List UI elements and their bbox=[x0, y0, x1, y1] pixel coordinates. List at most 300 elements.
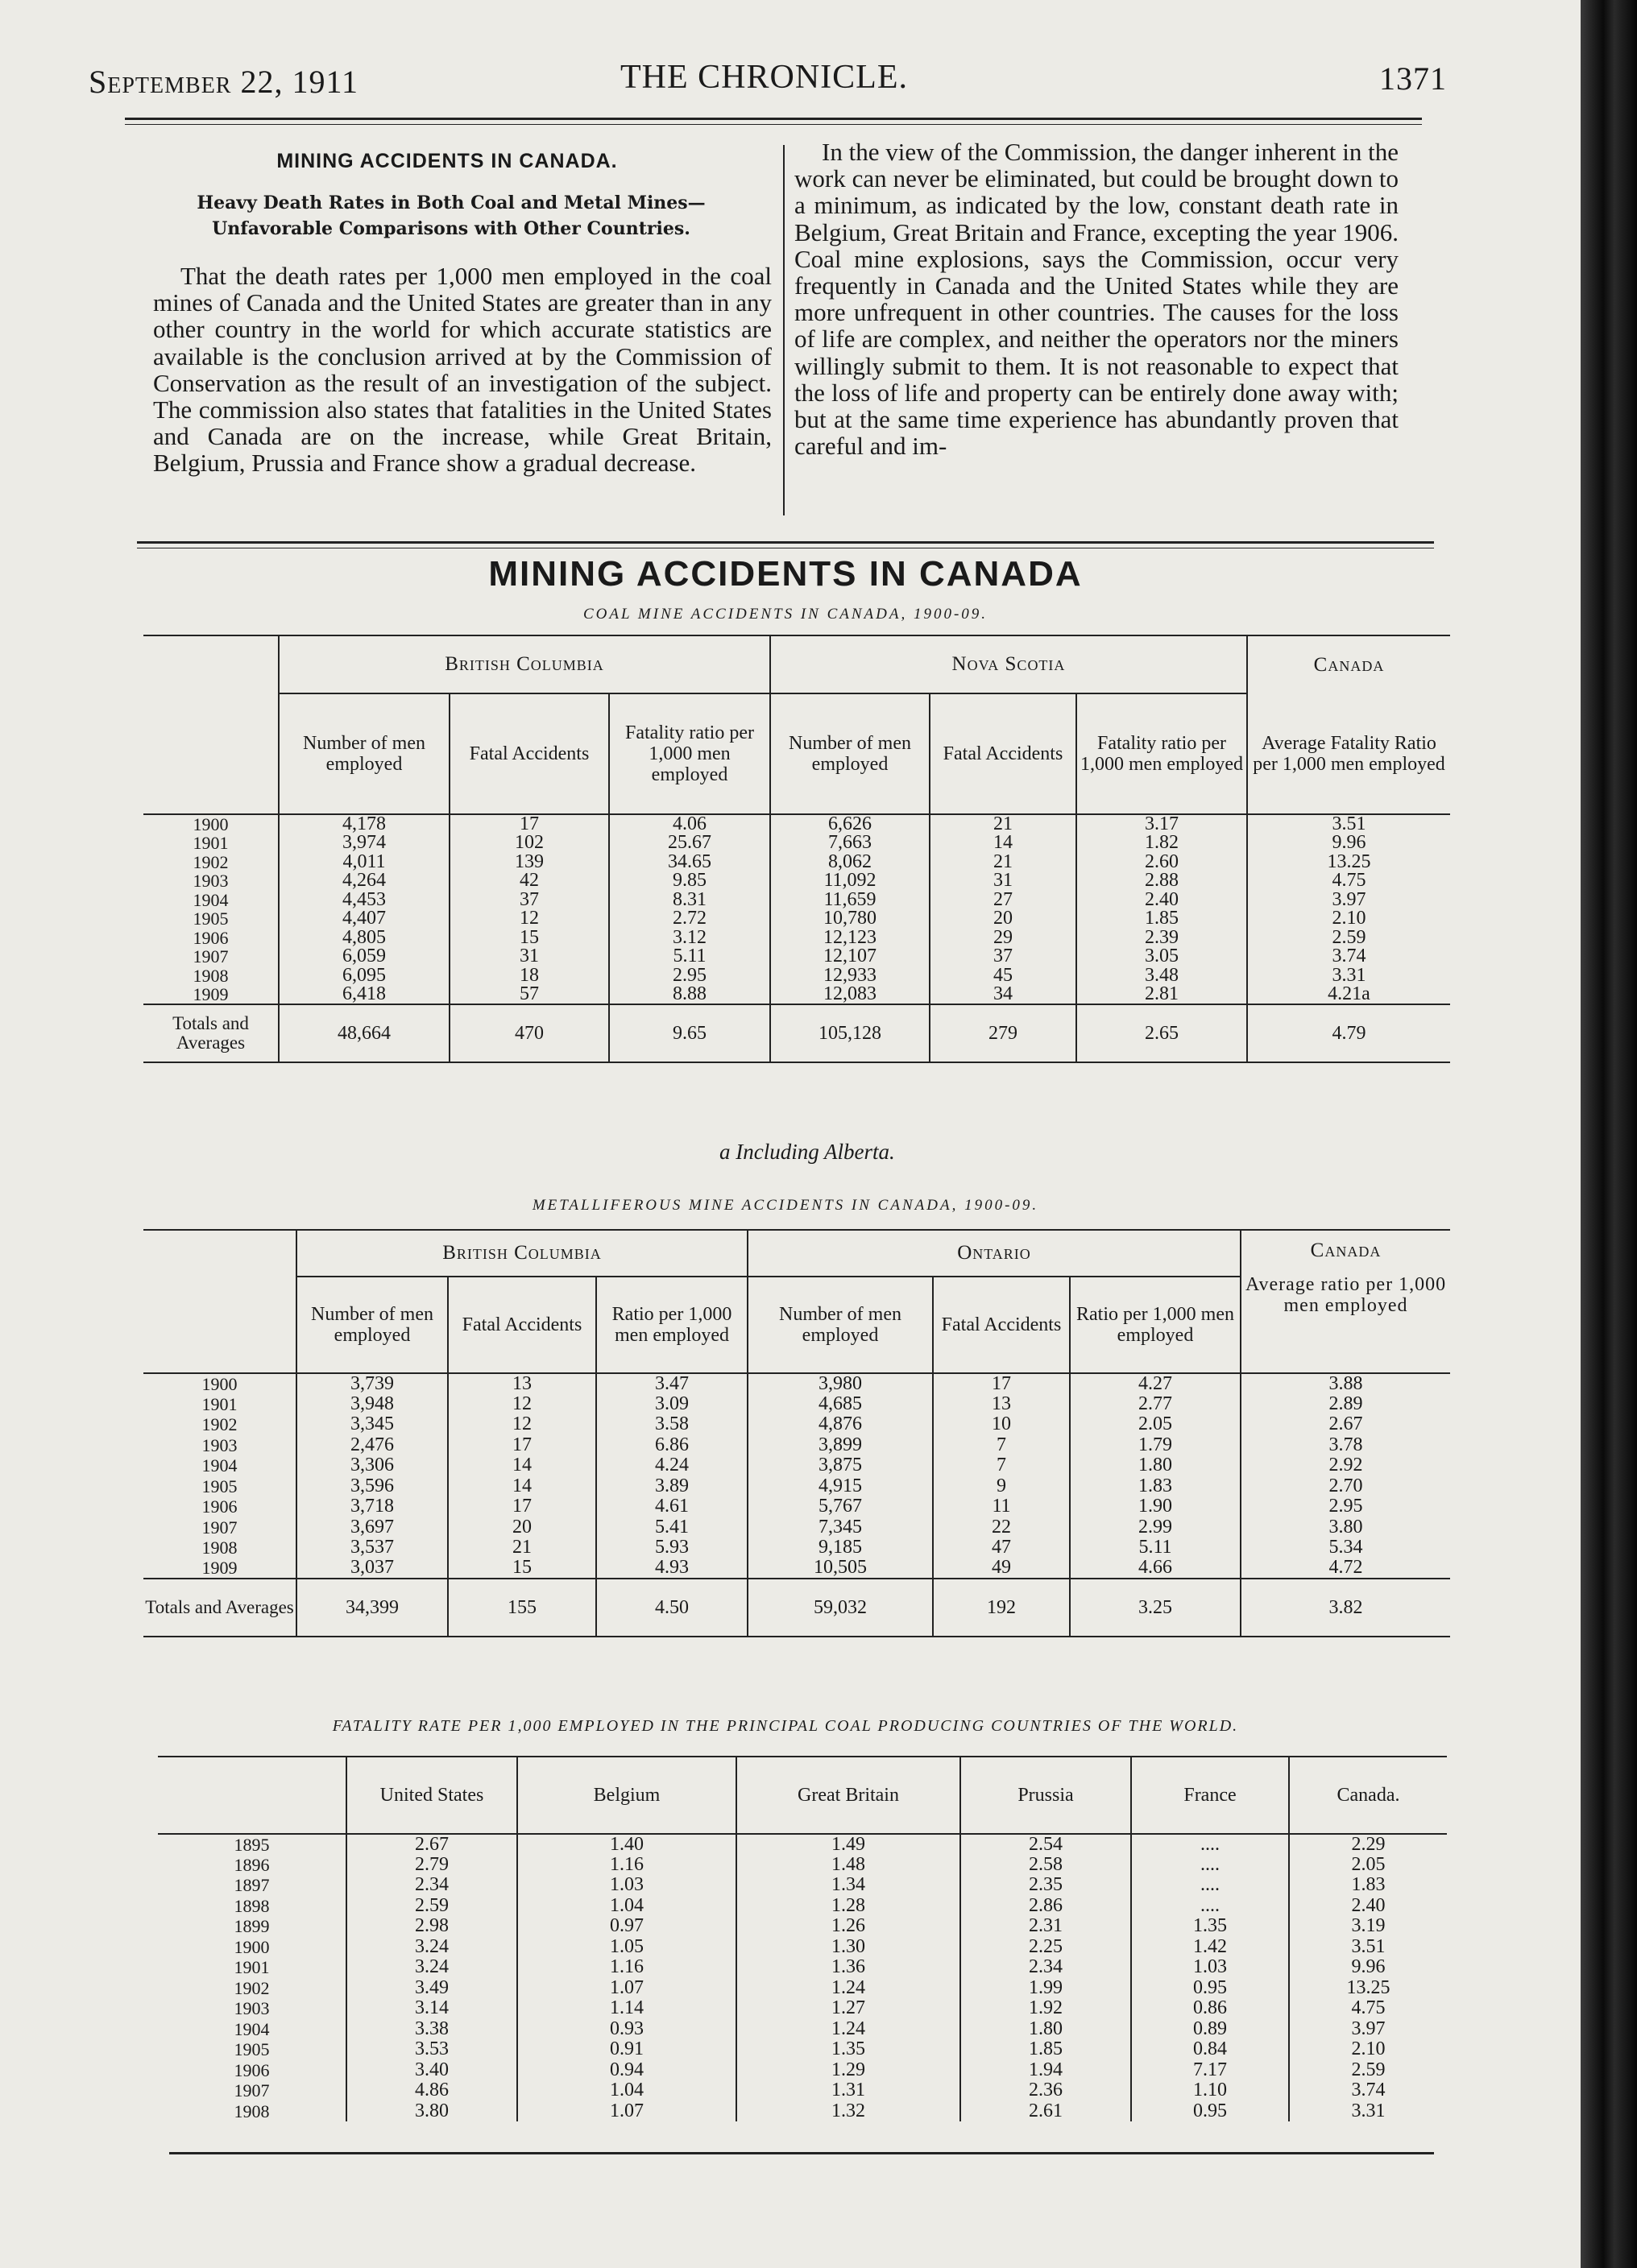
totals-label: Totals and Averages bbox=[145, 1597, 294, 1617]
data-cell: 29 bbox=[930, 929, 1076, 948]
data-cell: 34 bbox=[930, 985, 1076, 1004]
data-cell: 17 bbox=[448, 1435, 596, 1456]
data-cell: 3.40 bbox=[346, 2060, 517, 2081]
data-cell: 0.97 bbox=[517, 1916, 736, 1937]
data-cell: 13 bbox=[448, 1373, 596, 1394]
article-end-rule bbox=[137, 541, 1434, 544]
data-cell: 0.95 bbox=[1131, 1978, 1289, 1999]
year-cell: 1904 bbox=[193, 889, 229, 910]
table-row bbox=[143, 891, 1450, 910]
column-header: Fatal Accidents bbox=[933, 1277, 1070, 1373]
data-cell: 1.79 bbox=[1070, 1435, 1241, 1456]
total-cell: 279 bbox=[930, 1004, 1076, 1062]
data-cell: 4.27 bbox=[1070, 1373, 1241, 1394]
total-cell: 48,664 bbox=[279, 1004, 450, 1062]
table-row bbox=[158, 2039, 1447, 2060]
issue-date: September 22, 1911 bbox=[89, 64, 358, 100]
data-cell: 3.53 bbox=[346, 2039, 517, 2060]
group-british-columbia: British Columbia bbox=[279, 635, 770, 693]
table-row bbox=[158, 2019, 1447, 2040]
data-cell: 6,095 bbox=[279, 966, 450, 986]
data-cell: 4.61 bbox=[596, 1496, 748, 1517]
data-cell: 3.58 bbox=[596, 1414, 748, 1435]
data-cell: 21 bbox=[930, 853, 1076, 872]
table-row bbox=[143, 1476, 1450, 1497]
data-cell: 12 bbox=[450, 909, 609, 929]
year-cell: 1900 bbox=[193, 814, 229, 834]
column-header: Fatality ratio per 1,000 men employed bbox=[609, 693, 770, 814]
data-cell: 1.29 bbox=[736, 2060, 960, 2081]
column-header: Canada. bbox=[1289, 1757, 1447, 1834]
totals-label: Totals and Averages bbox=[172, 1013, 249, 1053]
data-cell: 2.67 bbox=[346, 1834, 517, 1855]
data-cell: 47 bbox=[933, 1538, 1070, 1558]
coal-accidents-table bbox=[143, 635, 1450, 1063]
data-cell: 2.59 bbox=[1289, 2060, 1447, 2081]
metal-canada-header bbox=[1241, 1230, 1450, 1373]
data-cell: 4.75 bbox=[1247, 871, 1450, 891]
data-cell: 12 bbox=[448, 1414, 596, 1435]
table-row bbox=[158, 1978, 1447, 1999]
data-cell: 1.26 bbox=[736, 1916, 960, 1937]
data-cell: .... bbox=[1131, 1855, 1289, 1876]
total-cell: 105,128 bbox=[770, 1004, 930, 1062]
data-cell: 0.89 bbox=[1131, 2019, 1289, 2040]
data-cell: 3.74 bbox=[1289, 2080, 1447, 2101]
data-cell: 4,264 bbox=[279, 871, 450, 891]
table-row bbox=[143, 947, 1450, 966]
metal-accidents-table bbox=[143, 1229, 1450, 1637]
column-header: Ratio per 1,000 men employed bbox=[596, 1277, 748, 1373]
data-cell: 15 bbox=[448, 1558, 596, 1579]
data-cell: 20 bbox=[930, 909, 1076, 929]
column-header: United States bbox=[346, 1757, 517, 1834]
table-row bbox=[143, 1455, 1450, 1476]
data-cell: 3.49 bbox=[346, 1978, 517, 1999]
data-cell: 3,948 bbox=[296, 1394, 448, 1415]
data-cell: 1.27 bbox=[736, 1998, 960, 2019]
data-cell: 13.25 bbox=[1289, 1978, 1447, 1999]
table-row bbox=[143, 1558, 1450, 1579]
data-cell: 2.89 bbox=[1241, 1394, 1450, 1415]
table-row bbox=[158, 2060, 1447, 2081]
data-cell: 4.21a bbox=[1247, 985, 1450, 1004]
data-cell: 5.41 bbox=[596, 1517, 748, 1538]
data-cell: 1.03 bbox=[517, 1875, 736, 1896]
data-cell: 3,739 bbox=[296, 1373, 448, 1394]
data-cell: 2.79 bbox=[346, 1855, 517, 1876]
data-cell: 3.24 bbox=[346, 1937, 517, 1958]
data-cell: 2.36 bbox=[960, 2080, 1131, 2101]
data-cell: 3.48 bbox=[1076, 966, 1247, 986]
data-cell: 1.24 bbox=[736, 2019, 960, 2040]
header-rule bbox=[125, 118, 1422, 120]
data-cell: 3.51 bbox=[1247, 814, 1450, 834]
data-cell: 4,407 bbox=[279, 909, 450, 929]
table-row bbox=[158, 1896, 1447, 1917]
table-row bbox=[143, 1373, 1450, 1394]
year-cell: 1906 bbox=[234, 2059, 270, 2080]
table-row bbox=[158, 1916, 1447, 1937]
total-cell: 34,399 bbox=[296, 1579, 448, 1637]
year-cell: 1899 bbox=[234, 1916, 270, 1937]
data-cell: 3,980 bbox=[748, 1373, 933, 1394]
data-cell: 12 bbox=[448, 1394, 596, 1415]
data-cell: 2,476 bbox=[296, 1435, 448, 1456]
data-cell: 21 bbox=[930, 814, 1076, 834]
data-cell: 31 bbox=[450, 947, 609, 966]
total-cell: 192 bbox=[933, 1579, 1070, 1637]
data-cell: 2.70 bbox=[1241, 1476, 1450, 1497]
data-cell: 15 bbox=[450, 929, 609, 948]
total-cell: 3.82 bbox=[1241, 1579, 1450, 1637]
table-row bbox=[143, 985, 1450, 1004]
table-row bbox=[143, 834, 1450, 853]
year-cell: 1898 bbox=[234, 1895, 270, 1916]
data-cell: 12,083 bbox=[770, 985, 930, 1004]
data-cell: 3.19 bbox=[1289, 1916, 1447, 1937]
data-cell: 0.95 bbox=[1131, 2101, 1289, 2122]
data-cell: 4.66 bbox=[1070, 1558, 1241, 1579]
year-cell: 1909 bbox=[201, 1558, 238, 1579]
data-cell: 22 bbox=[933, 1517, 1070, 1538]
year-cell: 1902 bbox=[201, 1414, 238, 1435]
data-cell: 2.67 bbox=[1241, 1414, 1450, 1435]
data-cell: 5.11 bbox=[1070, 1538, 1241, 1558]
data-cell: 1.05 bbox=[517, 1937, 736, 1958]
data-cell: 3.74 bbox=[1247, 947, 1450, 966]
data-cell: 2.60 bbox=[1076, 853, 1247, 872]
data-cell: 1.48 bbox=[736, 1855, 960, 1876]
data-cell: 9,185 bbox=[748, 1538, 933, 1558]
data-cell: 2.40 bbox=[1289, 1896, 1447, 1917]
data-cell: 31 bbox=[930, 871, 1076, 891]
data-cell: 0.93 bbox=[517, 2019, 736, 2040]
data-cell: 2.34 bbox=[346, 1875, 517, 1896]
data-cell: 1.82 bbox=[1076, 834, 1247, 853]
data-cell: 3,718 bbox=[296, 1496, 448, 1517]
total-cell: 59,032 bbox=[748, 1579, 933, 1637]
data-cell: 0.91 bbox=[517, 2039, 736, 2060]
data-cell: 3,037 bbox=[296, 1558, 448, 1579]
column-header: Fatal Accidents bbox=[450, 693, 609, 814]
column-divider bbox=[783, 145, 785, 515]
data-cell: 139 bbox=[450, 853, 609, 872]
data-cell: 9.85 bbox=[609, 871, 770, 891]
data-cell: 1.31 bbox=[736, 2080, 960, 2101]
data-cell: 4,453 bbox=[279, 891, 450, 910]
group-canada: Canada bbox=[1310, 1240, 1382, 1261]
group-canada: Canada bbox=[1247, 635, 1450, 693]
data-cell: 25.67 bbox=[609, 834, 770, 853]
data-cell: 3.24 bbox=[346, 1957, 517, 1978]
year-cell: 1901 bbox=[193, 833, 229, 854]
article-paragraph: That the death rates per 1,000 men employed in the coal mines of Canada and the United States are greater than in any other country in the world for which accurate statistics are available is the conclusion arrived at by the Commission of Conservation as the result of an investigation of the subject. The commission also states that fatalities in the United States and Canada are on the increase, while Great Britain, Belgium, Prussia and France show a gradual decrease. bbox=[153, 262, 772, 478]
year-cell: 1905 bbox=[234, 2039, 270, 2060]
data-cell: 1.80 bbox=[1070, 1455, 1241, 1476]
data-cell: 9.96 bbox=[1247, 834, 1450, 853]
table-row bbox=[143, 966, 1450, 986]
data-cell: 4.86 bbox=[346, 2080, 517, 2101]
data-cell: 37 bbox=[450, 891, 609, 910]
data-cell: 3.31 bbox=[1289, 2101, 1447, 2122]
year-cell: 1904 bbox=[234, 2018, 270, 2039]
data-cell: 1.24 bbox=[736, 1978, 960, 1999]
data-cell: 1.10 bbox=[1131, 2080, 1289, 2101]
table-row bbox=[158, 1855, 1447, 1876]
data-cell: 1.94 bbox=[960, 2060, 1131, 2081]
data-cell: 2.10 bbox=[1289, 2039, 1447, 2060]
data-cell: 3.78 bbox=[1241, 1435, 1450, 1456]
year-cell: 1903 bbox=[234, 1998, 270, 2019]
year-cell: 1897 bbox=[234, 1875, 270, 1896]
data-cell: 17 bbox=[450, 814, 609, 834]
total-cell: 155 bbox=[448, 1579, 596, 1637]
data-cell: 4,805 bbox=[279, 929, 450, 948]
data-cell: 1.07 bbox=[517, 2101, 736, 2122]
data-cell: 3,875 bbox=[748, 1455, 933, 1476]
year-cell: 1904 bbox=[201, 1455, 238, 1476]
data-cell: 2.05 bbox=[1289, 1855, 1447, 1876]
year-cell: 1906 bbox=[201, 1496, 238, 1517]
data-cell: 57 bbox=[450, 985, 609, 1004]
article-column-left bbox=[153, 263, 772, 477]
data-cell: 1.30 bbox=[736, 1937, 960, 1958]
data-cell: 3.38 bbox=[346, 2019, 517, 2040]
table-row bbox=[158, 1834, 1447, 1855]
data-cell: 7 bbox=[933, 1435, 1070, 1456]
column-header: Number of men employed bbox=[748, 1277, 933, 1373]
data-cell: 2.35 bbox=[960, 1875, 1131, 1896]
table-row bbox=[143, 814, 1450, 834]
data-cell: 3.51 bbox=[1289, 1937, 1447, 1958]
table-row bbox=[158, 1998, 1447, 2019]
year-cell: 1905 bbox=[193, 908, 229, 929]
data-cell: .... bbox=[1131, 1834, 1289, 1855]
data-cell: 2.31 bbox=[960, 1916, 1131, 1937]
column-header: Ratio per 1,000 men employed bbox=[1070, 1277, 1241, 1373]
data-cell: 3,306 bbox=[296, 1455, 448, 1476]
page-bottom-rule bbox=[169, 2152, 1434, 2154]
data-cell: 5.34 bbox=[1241, 1538, 1450, 1558]
column-header: Fatality ratio per 1,000 men employed bbox=[1076, 693, 1247, 814]
data-cell: 2.59 bbox=[346, 1896, 517, 1917]
data-cell: 11,659 bbox=[770, 891, 930, 910]
data-cell: 1.14 bbox=[517, 1998, 736, 2019]
column-header: Fatal Accidents bbox=[930, 693, 1076, 814]
article-paragraph: In the view of the Commission, the danger inherent in the work can never be eliminated, but could be brought down to a minimum, as indicated by the low, constant death rate in Belgium, Great Britain and France, excepting the year 1906. Coal mine explosions, says the Commission, occur very frequently in Canada and the United States while they are more unfrequent in other countries. The causes for the loss of life are complex, and neither the operators nor the miners willingly submit to them. It is not reasonable to expect that the loss of life and property can be entirely done away with; but at the same time experience has abundantly proven that careful and im- bbox=[794, 138, 1399, 461]
data-cell: 1.07 bbox=[517, 1978, 736, 1999]
table-row bbox=[143, 929, 1450, 948]
data-cell: 3.47 bbox=[596, 1373, 748, 1394]
data-cell: 8,062 bbox=[770, 853, 930, 872]
world-fatality-table bbox=[158, 1756, 1447, 2121]
table-row bbox=[143, 1435, 1450, 1456]
book-spine bbox=[1581, 0, 1637, 2268]
data-cell: 7 bbox=[933, 1455, 1070, 1476]
year-cell: 1900 bbox=[234, 1936, 270, 1957]
year-cell: 1909 bbox=[193, 984, 229, 1005]
data-cell: 1.90 bbox=[1070, 1496, 1241, 1517]
column-header: Belgium bbox=[517, 1757, 736, 1834]
data-cell: .... bbox=[1131, 1896, 1289, 1917]
data-cell: 3,899 bbox=[748, 1435, 933, 1456]
data-cell: 1.32 bbox=[736, 2101, 960, 2122]
column-header: Fatal Accidents bbox=[448, 1277, 596, 1373]
data-cell: 10 bbox=[933, 1414, 1070, 1435]
data-cell: 3.12 bbox=[609, 929, 770, 948]
table-row bbox=[158, 1957, 1447, 1978]
table-row bbox=[143, 1394, 1450, 1415]
data-cell: 7,345 bbox=[748, 1517, 933, 1538]
data-cell: 2.72 bbox=[609, 909, 770, 929]
data-cell: 1.85 bbox=[1076, 909, 1247, 929]
totals-row bbox=[143, 1579, 1450, 1637]
column-header: Average Fatality Ratio per 1,000 men employed bbox=[1247, 693, 1450, 814]
year-cell: 1906 bbox=[193, 927, 229, 948]
data-cell: 9 bbox=[933, 1476, 1070, 1497]
data-cell: 2.10 bbox=[1247, 909, 1450, 929]
table-row bbox=[143, 1414, 1450, 1435]
column-header: Prussia bbox=[960, 1757, 1131, 1834]
data-cell: 2.54 bbox=[960, 1834, 1131, 1855]
data-cell: 14 bbox=[448, 1455, 596, 1476]
year-cell: 1901 bbox=[234, 1957, 270, 1978]
data-cell: 13.25 bbox=[1247, 853, 1450, 872]
data-cell: 1.42 bbox=[1131, 1937, 1289, 1958]
publication-title: THE CHRONICLE. bbox=[620, 59, 908, 96]
data-cell: 8.31 bbox=[609, 891, 770, 910]
data-cell: 0.86 bbox=[1131, 1998, 1289, 2019]
data-cell: 2.39 bbox=[1076, 929, 1247, 948]
data-cell: 1.99 bbox=[960, 1978, 1131, 1999]
data-cell: 4.24 bbox=[596, 1455, 748, 1476]
data-cell: 12,123 bbox=[770, 929, 930, 948]
data-cell: 6.86 bbox=[596, 1435, 748, 1456]
data-cell: 4.72 bbox=[1241, 1558, 1450, 1579]
data-cell: 6,059 bbox=[279, 947, 450, 966]
data-cell: 34.65 bbox=[609, 853, 770, 872]
data-cell: 1.04 bbox=[517, 1896, 736, 1917]
table-row bbox=[143, 909, 1450, 929]
data-cell: 2.88 bbox=[1076, 871, 1247, 891]
data-cell: 1.28 bbox=[736, 1896, 960, 1917]
table-row bbox=[158, 2101, 1447, 2122]
data-cell: 4,685 bbox=[748, 1394, 933, 1415]
total-cell: 470 bbox=[450, 1004, 609, 1062]
data-cell: 3.17 bbox=[1076, 814, 1247, 834]
data-cell: 0.84 bbox=[1131, 2039, 1289, 2060]
data-cell: 2.59 bbox=[1247, 929, 1450, 948]
total-cell: 9.65 bbox=[609, 1004, 770, 1062]
data-cell: 1.40 bbox=[517, 1834, 736, 1855]
group-british-columbia: British Columbia bbox=[296, 1230, 748, 1277]
data-cell: 12,933 bbox=[770, 966, 930, 986]
data-cell: 42 bbox=[450, 871, 609, 891]
data-cell: 2.05 bbox=[1070, 1414, 1241, 1435]
year-cell: 1908 bbox=[234, 2100, 270, 2121]
data-cell: 2.61 bbox=[960, 2101, 1131, 2122]
year-cell: 1896 bbox=[234, 1854, 270, 1875]
data-cell: 3,537 bbox=[296, 1538, 448, 1558]
data-cell: 37 bbox=[930, 947, 1076, 966]
data-cell: 4,915 bbox=[748, 1476, 933, 1497]
data-cell: 10,780 bbox=[770, 909, 930, 929]
data-cell: 12,107 bbox=[770, 947, 930, 966]
data-cell: 2.92 bbox=[1241, 1455, 1450, 1476]
year-cell: 1903 bbox=[201, 1434, 238, 1455]
data-cell: 3.88 bbox=[1241, 1373, 1450, 1394]
data-cell: 6,418 bbox=[279, 985, 450, 1004]
data-cell: 4.93 bbox=[596, 1558, 748, 1579]
data-cell: 45 bbox=[930, 966, 1076, 986]
year-cell: 1907 bbox=[193, 946, 229, 967]
data-cell: 9.96 bbox=[1289, 1957, 1447, 1978]
totals-row bbox=[143, 1004, 1450, 1062]
data-cell: 102 bbox=[450, 834, 609, 853]
year-cell: 1907 bbox=[234, 2080, 270, 2101]
year-cell: 1902 bbox=[234, 1977, 270, 1998]
table-row bbox=[158, 1937, 1447, 1958]
data-cell: 3.89 bbox=[596, 1476, 748, 1497]
group-ontario: Ontario bbox=[748, 1230, 1241, 1277]
group-nova-scotia: Nova Scotia bbox=[770, 635, 1247, 693]
data-cell: 3,596 bbox=[296, 1476, 448, 1497]
data-cell: 14 bbox=[930, 834, 1076, 853]
column-header: Number of men employed bbox=[770, 693, 930, 814]
data-cell: 1.83 bbox=[1070, 1476, 1241, 1497]
data-cell: 17 bbox=[933, 1373, 1070, 1394]
data-cell: 2.95 bbox=[609, 966, 770, 986]
data-cell: 1.34 bbox=[736, 1875, 960, 1896]
data-cell: 14 bbox=[448, 1476, 596, 1497]
page-number: 1371 bbox=[1379, 60, 1447, 97]
data-cell: 3,345 bbox=[296, 1414, 448, 1435]
data-cell: 21 bbox=[448, 1538, 596, 1558]
data-cell: 3.80 bbox=[346, 2101, 517, 2122]
data-cell: 5.93 bbox=[596, 1538, 748, 1558]
data-cell: 1.35 bbox=[1131, 1916, 1289, 1937]
data-cell: 1.16 bbox=[517, 1957, 736, 1978]
data-cell: 27 bbox=[930, 891, 1076, 910]
world-table-subtitle: FATALITY RATE PER 1,000 EMPLOYED IN THE PRINCIPAL COAL PRODUCING COUNTRIES OF THE WORLD. bbox=[332, 1717, 1239, 1735]
data-cell: 2.34 bbox=[960, 1957, 1131, 1978]
data-cell: 2.99 bbox=[1070, 1517, 1241, 1538]
data-cell: 0.94 bbox=[517, 2060, 736, 2081]
data-cell: 3.80 bbox=[1241, 1517, 1450, 1538]
table-row bbox=[143, 871, 1450, 891]
table-row bbox=[158, 1875, 1447, 1896]
data-cell: 4,178 bbox=[279, 814, 450, 834]
coal-footnote: a Including Alberta. bbox=[719, 1140, 895, 1164]
data-cell: 1.92 bbox=[960, 1998, 1131, 2019]
year-cell: 1902 bbox=[193, 851, 229, 872]
data-cell: 4,011 bbox=[279, 853, 450, 872]
data-cell: 1.16 bbox=[517, 1855, 736, 1876]
data-cell: 2.29 bbox=[1289, 1834, 1447, 1855]
data-cell: 20 bbox=[448, 1517, 596, 1538]
data-cell: 2.77 bbox=[1070, 1394, 1241, 1415]
data-cell: 1.03 bbox=[1131, 1957, 1289, 1978]
year-cell: 1907 bbox=[201, 1517, 238, 1538]
data-cell: 11 bbox=[933, 1496, 1070, 1517]
data-cell: 2.58 bbox=[960, 1855, 1131, 1876]
data-cell: 2.98 bbox=[346, 1916, 517, 1937]
data-cell: 3,697 bbox=[296, 1517, 448, 1538]
data-cell: 3.97 bbox=[1289, 2019, 1447, 2040]
total-cell: 3.25 bbox=[1070, 1579, 1241, 1637]
tables-title: MINING ACCIDENTS IN CANADA bbox=[488, 554, 1083, 594]
